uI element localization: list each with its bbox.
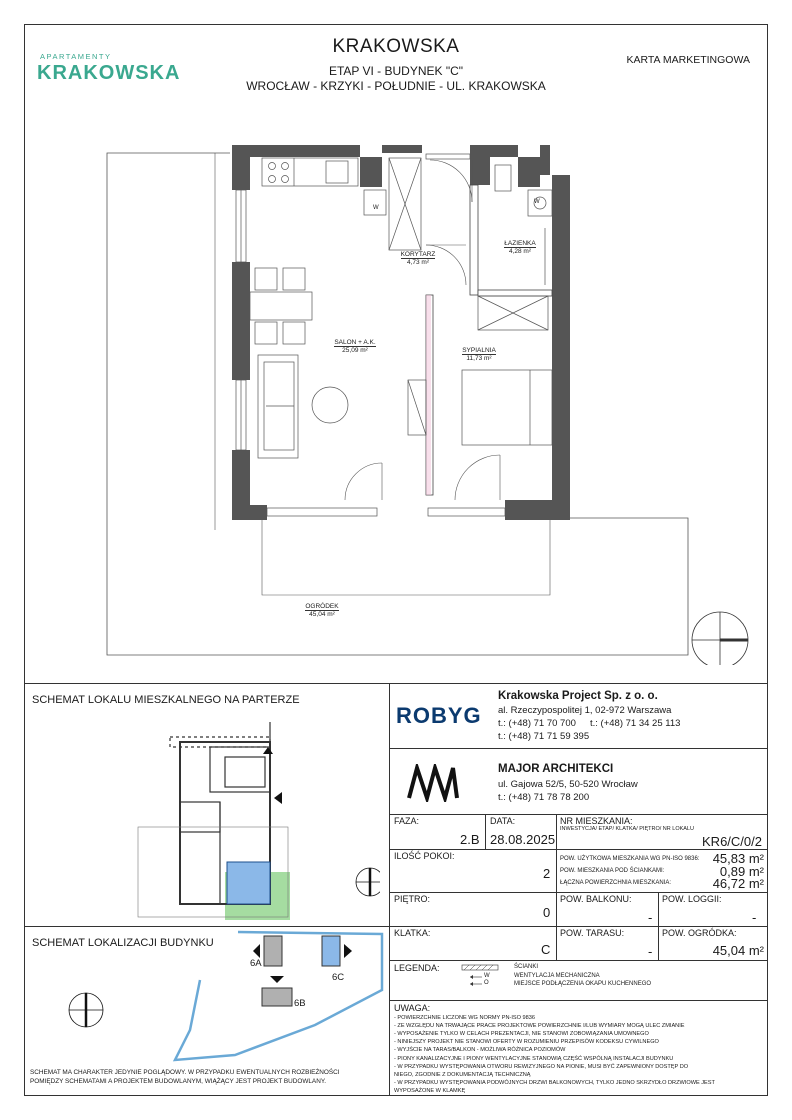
terrace: [262, 518, 550, 595]
room-sypialnia: SYPIALNIA 11,73 m²: [462, 347, 496, 363]
logo-subtitle: APARTAMENTY: [40, 52, 112, 61]
ogrodek-label: POW. OGRÓDKA:: [662, 928, 737, 938]
compass: [692, 612, 748, 665]
pokoi-label: ILOŚĆ POKOI:: [394, 851, 455, 861]
developer-phone-3: t.: (+48) 71 71 59 395: [498, 731, 590, 742]
note-item: - POWIERZCHNIE LICZONE WG NORMY PN-ISO 9836: [394, 1015, 536, 1021]
coffee-table: [312, 387, 348, 423]
room-korytarz: KORYTARZ 4,73 m²: [400, 251, 436, 267]
architect-name: MAJOR ARCHITEKCI: [498, 763, 614, 775]
pow-laczna-value: 46,72 m²: [712, 876, 764, 891]
faza-value: 2.B: [460, 832, 480, 847]
legend-item-1: ŚCIANKI: [514, 964, 539, 970]
pietro-value: 0: [543, 905, 551, 920]
klatka-value: C: [541, 942, 551, 957]
legend-o: O: [484, 980, 489, 986]
disclaimer: SCHEMAT MA CHARAKTER JEDYNIE POGLĄDOWY. W PRZYPADKU EWENTUALNYCH ROZBIEŻNOŚCI POMIĘDZY SCHEMATAMI A PROJEKTEM BUDOWLANYM, WIĄŻĄCY JEST PROJEKT BUDOWLANY.: [30, 1069, 340, 1085]
divider-main: [24, 683, 768, 684]
note-item: - W PRZYPADKU WYSTĘPOWANIA PODWÓJNYCH DRZWI BALKONOWYCH, TYLKO JEDNO SKRZYDŁO DRZWIOWE JEST: [394, 1079, 715, 1086]
faza-label: FAZA:: [394, 816, 420, 826]
pow-uzyt-value: 45,83 m²: [712, 851, 764, 866]
note-item: - NINIEJSZY PROJEKT NIE STANOWI OFERTY W ROZUMIENIU PRZEPISÓW KODEKSU CYWILNEGO: [394, 1039, 659, 1046]
robyg-logo: ROBYG: [396, 703, 482, 728]
note-item: - WYPOSAŻENIE TYLKO W CELACH PREZENTACJI, NIE STANOWI ZOBOWIĄZANIA UMOWNEGO: [394, 1031, 649, 1038]
pow-sciank-value: 0,89 m²: [719, 864, 764, 879]
building-6c: 6C: [332, 972, 345, 983]
location: WROCŁAW - KRZYKI - POŁUDNIE - UL. KRAKOWSKA: [246, 79, 546, 93]
taras-label: POW. TARASU:: [560, 928, 625, 938]
pietro-label: PIĘTRO:: [394, 894, 431, 904]
loggia-label: POW. LOGGII:: [662, 894, 722, 904]
sofa: [258, 355, 298, 458]
site-schematic: [60, 930, 390, 1065]
schemat-lokalizacji-title: SCHEMAT LOKALIZACJI BUDYNKU: [32, 937, 214, 949]
notes-list: [394, 1014, 764, 1095]
vent-mark-kitchen: W: [373, 205, 379, 211]
room-ogrodek: OGRÓDEK 45,04 m²: [305, 603, 339, 619]
legend-w: W: [484, 973, 490, 979]
pow-sciank-label: POW. MIESZKANIA POD ŚCIANKAMI:: [560, 868, 665, 874]
note-item: - PIONY KANALIZACYJNE I PIONY WENTYLACYJNE STANOWIĄ CZĘŚĆ WSPÓLNĄ INSTALACJI BUDYNKU: [394, 1055, 674, 1062]
project-title: KRAKOWSKA: [332, 36, 460, 57]
klatka-label: KLATKA:: [394, 928, 431, 938]
logo-krakowska: KRAKOWSKA: [37, 62, 181, 84]
pokoi-value: 2: [543, 866, 551, 881]
architect-phone: t.: (+48) 71 78 78 200: [498, 792, 590, 803]
notes-label: UWAGA:: [394, 1003, 431, 1013]
taras-value: -: [648, 944, 653, 959]
note-item: NIEGO, ZGODNIE Z DOKUMENTACJĄ TECHNICZNĄ: [394, 1071, 531, 1078]
note-item: WYPOSAŻONE W KLAMKĘ: [394, 1087, 466, 1094]
note-item: - ZE WZGLĘDU NA TRWAJĄCE PRACE PROJEKTOWE POWIERZCHNIE I/LUB WYMIARY MOGĄ ULEC ZMIANIE: [394, 1023, 685, 1030]
data-label: DATA:: [490, 816, 516, 826]
loggia-value: -: [752, 910, 757, 925]
room-lazienka: ŁAZIENKA 4,28 m²: [504, 240, 536, 256]
room-salon: SALON + A.K. 25,09 m²: [334, 339, 376, 355]
stage-building: ETAP VI - BUDYNEK "C": [328, 64, 464, 78]
nr-value: KR6/C/0/2: [702, 834, 762, 849]
garden-outline: [107, 153, 688, 655]
legend-item-3: MIEJSCE PODŁĄCZENIA OKAPU KUCHENNEGO: [514, 981, 652, 987]
building-6a: 6A: [250, 958, 262, 969]
floor-schematic: [130, 712, 380, 922]
note-item: - W PRZYPADKU WYSTĘPOWANIA OTWORU REWIZYJNEGO NA PIONIE, MUSI BYĆ ZAPEWNIONY DOSTĘP DO: [394, 1063, 689, 1070]
building-6b: 6B: [294, 998, 306, 1009]
kitchen: [262, 158, 358, 186]
developer-phone-2: t.: (+48) 71 34 25 113: [590, 718, 681, 729]
pow-uzyt-label: POW. UŻYTKOWA MIESZKANIA WG PN-ISO 9836:: [560, 856, 700, 862]
floor-plan: [100, 140, 750, 665]
nr-sub: INWESTYCJA/ ETAP/ KLATKA/ PIĘTRO/ NR LOKALU: [560, 826, 694, 832]
nr-label: NR MIESZKANIA:: [560, 816, 633, 826]
ogrodek-value: 45,04 m²: [712, 943, 764, 958]
developer-name: Krakowska Project Sp. z o. o.: [498, 690, 658, 702]
architect-address: ul. Gajowa 52/5, 50-520 Wrocław: [498, 779, 638, 790]
vent-mark-bath: W: [534, 199, 540, 205]
balkon-value: -: [648, 910, 653, 925]
legend-item-2: WENTYLACJA MECHANICZNA: [514, 973, 600, 979]
note-item: - WYJŚCIE NA TARAS/BALKON - MOŻLIWA RÓŻNICA POZIOMÓW: [394, 1047, 566, 1054]
pow-laczna-label: ŁĄCZNA POWIERZCHNIA MIESZKANIA:: [560, 880, 672, 886]
developer-phone-1: t.: (+48) 71 70 700: [498, 718, 576, 729]
major-logo-icon: [405, 764, 465, 802]
developer-address: al. Rzeczypospolitej 1, 02-972 Warszawa: [498, 705, 672, 716]
data-value: 28.08.2025: [490, 832, 556, 847]
legenda-label: LEGENDA:: [394, 963, 440, 973]
balkon-label: POW. BALKONU:: [560, 894, 632, 904]
document-type: KARTA MARKETINGOWA: [626, 54, 750, 66]
dining: [250, 268, 312, 344]
schemat-lokalu-title: SCHEMAT LOKALU MIESZKALNEGO NA PARTERZE: [32, 694, 300, 706]
